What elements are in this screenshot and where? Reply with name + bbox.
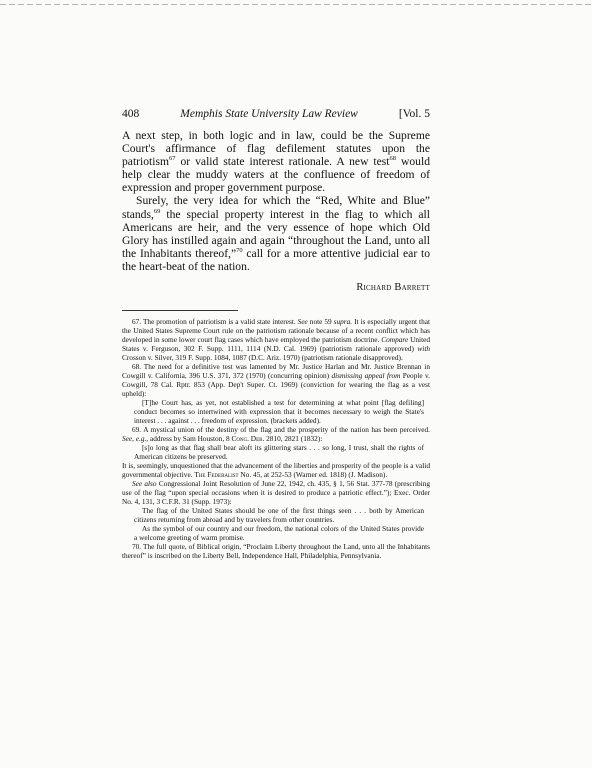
journal-title: Memphis State University Law Review [180, 108, 358, 120]
footnote-ref-67: 67 [169, 155, 176, 163]
footnote-69-blockquote-3: As the symbol of our country and our freedom, the national colors of the United States provide a welcome greeting of warm promise. [134, 524, 424, 543]
footnote-69-blockquote-1: [s]o long as that flag shall bear aloft its glittering stars . . . so long, I trust, shall the rights of American citizens be preserved. [134, 443, 424, 462]
text-run: or valid state interest rationale. A new test [175, 155, 390, 169]
text-run: 68. The need for a definitive test was lamented by Mr. Justice Harlan and Mr. Justice Brennan in Cowgill v. California, 396 U.S. 371, 372 (1970) (concurring opinion) [122, 362, 430, 381]
signal-word: See also [132, 479, 157, 489]
author-signature: Richard Barrett [356, 282, 430, 294]
text-run: note 59 [307, 317, 334, 327]
signal-word: dismissing appeal from [331, 371, 401, 381]
body-paragraph-1 [122, 129, 430, 194]
footnote-69-blockquote-2: The flag of the United States should be one of the first things seen . . . both by American citizens returning from abroad and by travelers from other countries. [134, 506, 424, 525]
signal-word: supra. [333, 317, 353, 327]
footnote-69-see-also [122, 479, 430, 506]
text-run: would help clear the muddy waters at the confluence of freedom of expression and proper government purpose. [122, 155, 430, 195]
signal-word: See [297, 317, 308, 327]
footnote-68 [122, 362, 430, 398]
text-run: the special property interest in the flag to which all Americans are heir, and the very essence of hope which Old Glory has instilled again and again “throughout the Land, unto all the Inhabitants thereof,” [122, 207, 430, 260]
reporter-abbrev: Cong. Deb. [231, 434, 265, 444]
text-run: A next step, in both logic and in law, could be the Supreme Court's affirmance of flag defilement statutes upon the patriotism [122, 129, 430, 169]
page-number: 408 [122, 108, 140, 120]
footnote-ref-70: 70 [236, 246, 243, 254]
footnote-divider [122, 310, 238, 311]
volume-label: [Vol. 5 [398, 108, 430, 120]
text-run: No. 45, at 252-53 (Warner ed. 1818) (J. Madison). [238, 470, 388, 480]
footnote-68-blockquote: [T]he Court has, as yet, not established a test for determining at what point [flag defiling] conduct becomes so intertwined with expression that it becomes necessary to weigh the State's interest . . . against . . . freedom of expression. (brackets added). [134, 398, 424, 426]
text-run: Crosson v. Silver, 319 F. Supp. 1084, 1087 (D.C. Ariz. 1970) (patriotism rationale disapproved). [122, 353, 403, 363]
signal-word: with [417, 344, 430, 354]
text-run: Surely, the very idea for which the “Red, White and Blue” stands, [122, 194, 430, 221]
footnote-69-continued [122, 461, 430, 479]
text-run: Congressional Joint Resolution of June 22, 1942, ch. 435, § 1, 56 Stat. 377-78 (prescribing use of the flag “upon special occasions when it is desired to produce a patriotic effect.”); Exec. Order No. 4, 131, 3 C.F.R. 31 (Supp. 1973): [122, 479, 431, 507]
footnote-ref-68: 68 [389, 155, 397, 163]
text-run: call for a more attentive judicial ear to the heart-beat of the nation. [122, 246, 430, 273]
footnote-70: 70. The full quote, of Biblical origin, “Proclaim Liberty throughout the Land, unto all the Inhabitants thereof” is inscribed on the Liberty Bell, Independence Hall, Philadelphia, Pennsylvania. [122, 542, 430, 561]
text-run: 69. A mystical union of the destiny of the flag and the prosperity of the nation has been perceived. [132, 425, 430, 435]
footnote-69 [122, 425, 430, 443]
signal-word: See, e.g., [122, 434, 149, 444]
text-run: 67. The promotion of patriotism is a valid state interest. [132, 317, 298, 327]
text-run: It is, seemingly, unquestioned that the advancement of the liberties and prosperity of the people is a valid governmental objective. [122, 461, 430, 480]
scan-artifact-line [0, 4, 592, 5]
signal-word: Compare [381, 335, 409, 345]
text-run: address by Sam Houston, 8 [148, 434, 232, 444]
text-run: It is especially urgent that the United States Supreme Court rule on the patriotism rationale because of a recent conflict which has developed in some lower court flag cases which have employed the patriotism doctrine. [122, 317, 430, 345]
document-page [122, 108, 430, 560]
footnote-ref-69: 69 [153, 207, 161, 215]
text-run: People v. Cowgill, 78 Cal. Rptr. 853 (App. Dep't Super. Ct. 1969) (conviction for wearing the flag as a vest upheld): [122, 371, 430, 399]
running-header [122, 108, 430, 120]
text-run: 2810, 2821 (1832): [264, 434, 323, 444]
text-run: United States v. Ferguson, 302 F. Supp. 1111, 1114 (N.D. Cal. 1969) (patriotism rationale approved) [122, 335, 430, 354]
source-title: The Federalist [194, 470, 239, 480]
footnote-67 [122, 317, 430, 362]
body-paragraph-2 [122, 194, 430, 273]
